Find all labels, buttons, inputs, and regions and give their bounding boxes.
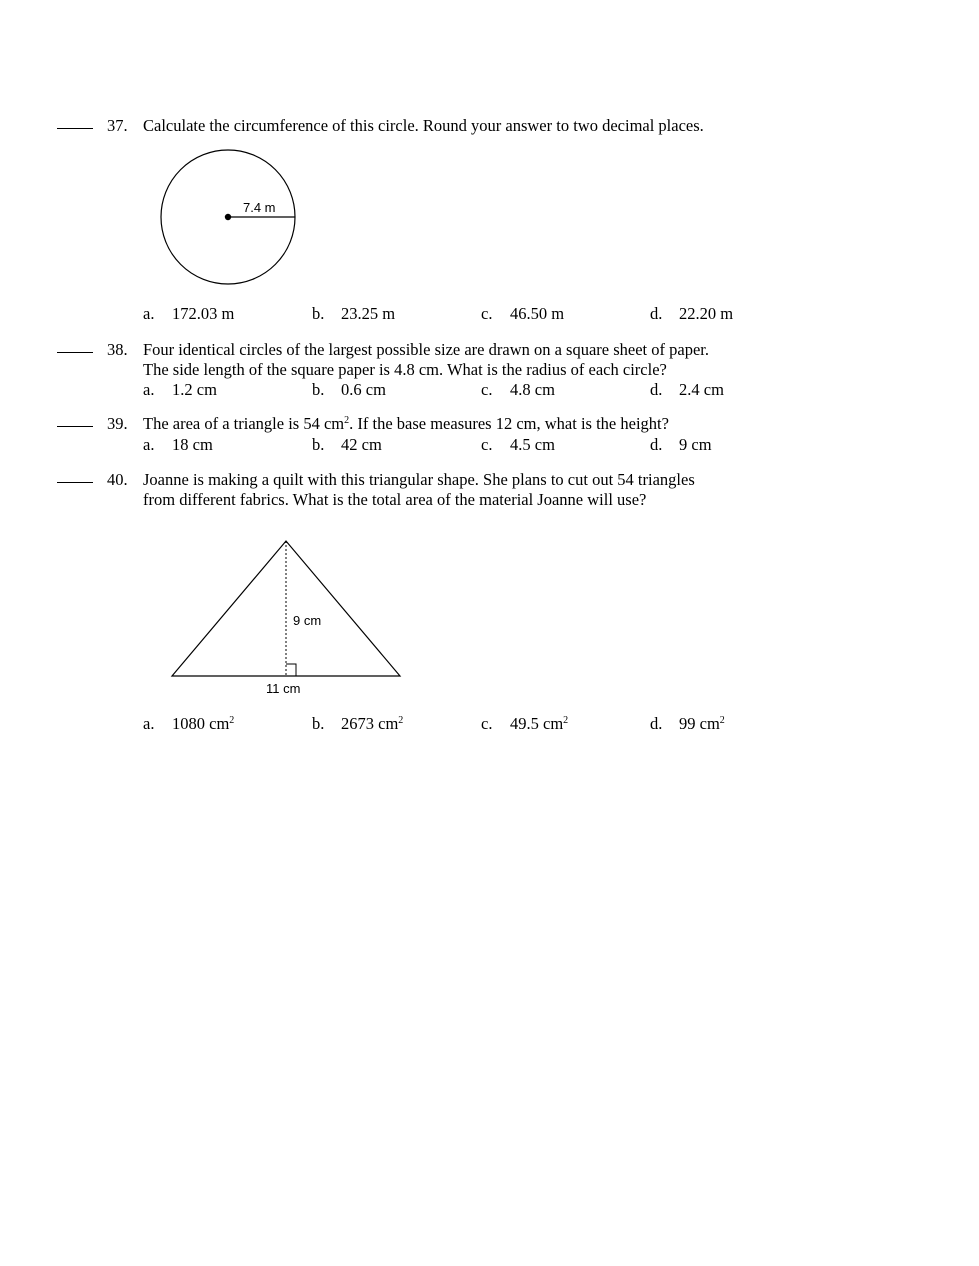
choice-d[interactable]: d. 22.20 m xyxy=(650,304,734,323)
radius-label: 7.4 m xyxy=(243,200,276,215)
choice-a[interactable]: a. 1.2 cm xyxy=(143,380,217,399)
choice-b[interactable]: b. 0.6 cm xyxy=(312,380,386,399)
height-label: 9 cm xyxy=(293,613,322,628)
choice-d[interactable]: d. 9 cm xyxy=(650,435,712,454)
choice-c[interactable]: c. 4.5 cm xyxy=(481,435,555,454)
choice-a[interactable]: a. 172.03 m xyxy=(143,304,235,323)
answer-blank[interactable] xyxy=(57,470,93,483)
choice-c[interactable]: c. 4.8 cm xyxy=(481,380,555,399)
question-number: 38. xyxy=(107,340,128,359)
question-text-line-2: from different fabrics. What is the total area of the material Joanne will use? xyxy=(143,490,647,509)
choice-c[interactable]: c. 49.5 $cm^2$ xyxy=(481,714,569,733)
right-angle-marker xyxy=(286,664,296,676)
question-text: Calculate the circumference of this circle. Round your answer to two decimal places. xyxy=(143,116,704,135)
base-label: 11 cm xyxy=(266,681,301,696)
question-text-line-2: The side length of the square paper is 4.8 cm. What is the radius of each circle? xyxy=(143,360,667,379)
answer-blank[interactable] xyxy=(57,340,93,353)
choice-a[interactable]: a. 1080 $cm^2$ xyxy=(143,714,235,733)
choice-b[interactable]: b. 42 cm xyxy=(312,435,382,454)
answer-blank[interactable] xyxy=(57,116,93,129)
circle-figure xyxy=(150,142,310,292)
question-text-line-1: Joanne is making a quilt with this triangular shape. She plans to cut out 54 triangles xyxy=(143,470,695,489)
choice-b[interactable]: b. 2673 $cm^2$ xyxy=(312,714,404,733)
choice-d[interactable]: d. 99 $cm^2$ xyxy=(650,714,725,733)
question-number: 37. xyxy=(107,116,128,135)
choice-b[interactable]: b. 23.25 m xyxy=(312,304,396,323)
choice-d[interactable]: d. 2.4 cm xyxy=(650,380,724,399)
question-number: 39. xyxy=(107,414,128,433)
question-text-line-1: Four identical circles of the largest possible size are drawn on a square sheet of paper. xyxy=(143,340,709,359)
choice-a[interactable]: a. 18 cm xyxy=(143,435,213,454)
answer-blank[interactable] xyxy=(57,414,93,427)
question-number: 40. xyxy=(107,470,128,489)
choice-c[interactable]: c. 46.50 m xyxy=(481,304,565,323)
superscript: 2 xyxy=(344,415,350,426)
triangle-figure xyxy=(165,533,410,703)
question-text: The area of a triangle is 54 $cm^2$. If the base measures 12 cm, what is the height? xyxy=(143,414,669,433)
